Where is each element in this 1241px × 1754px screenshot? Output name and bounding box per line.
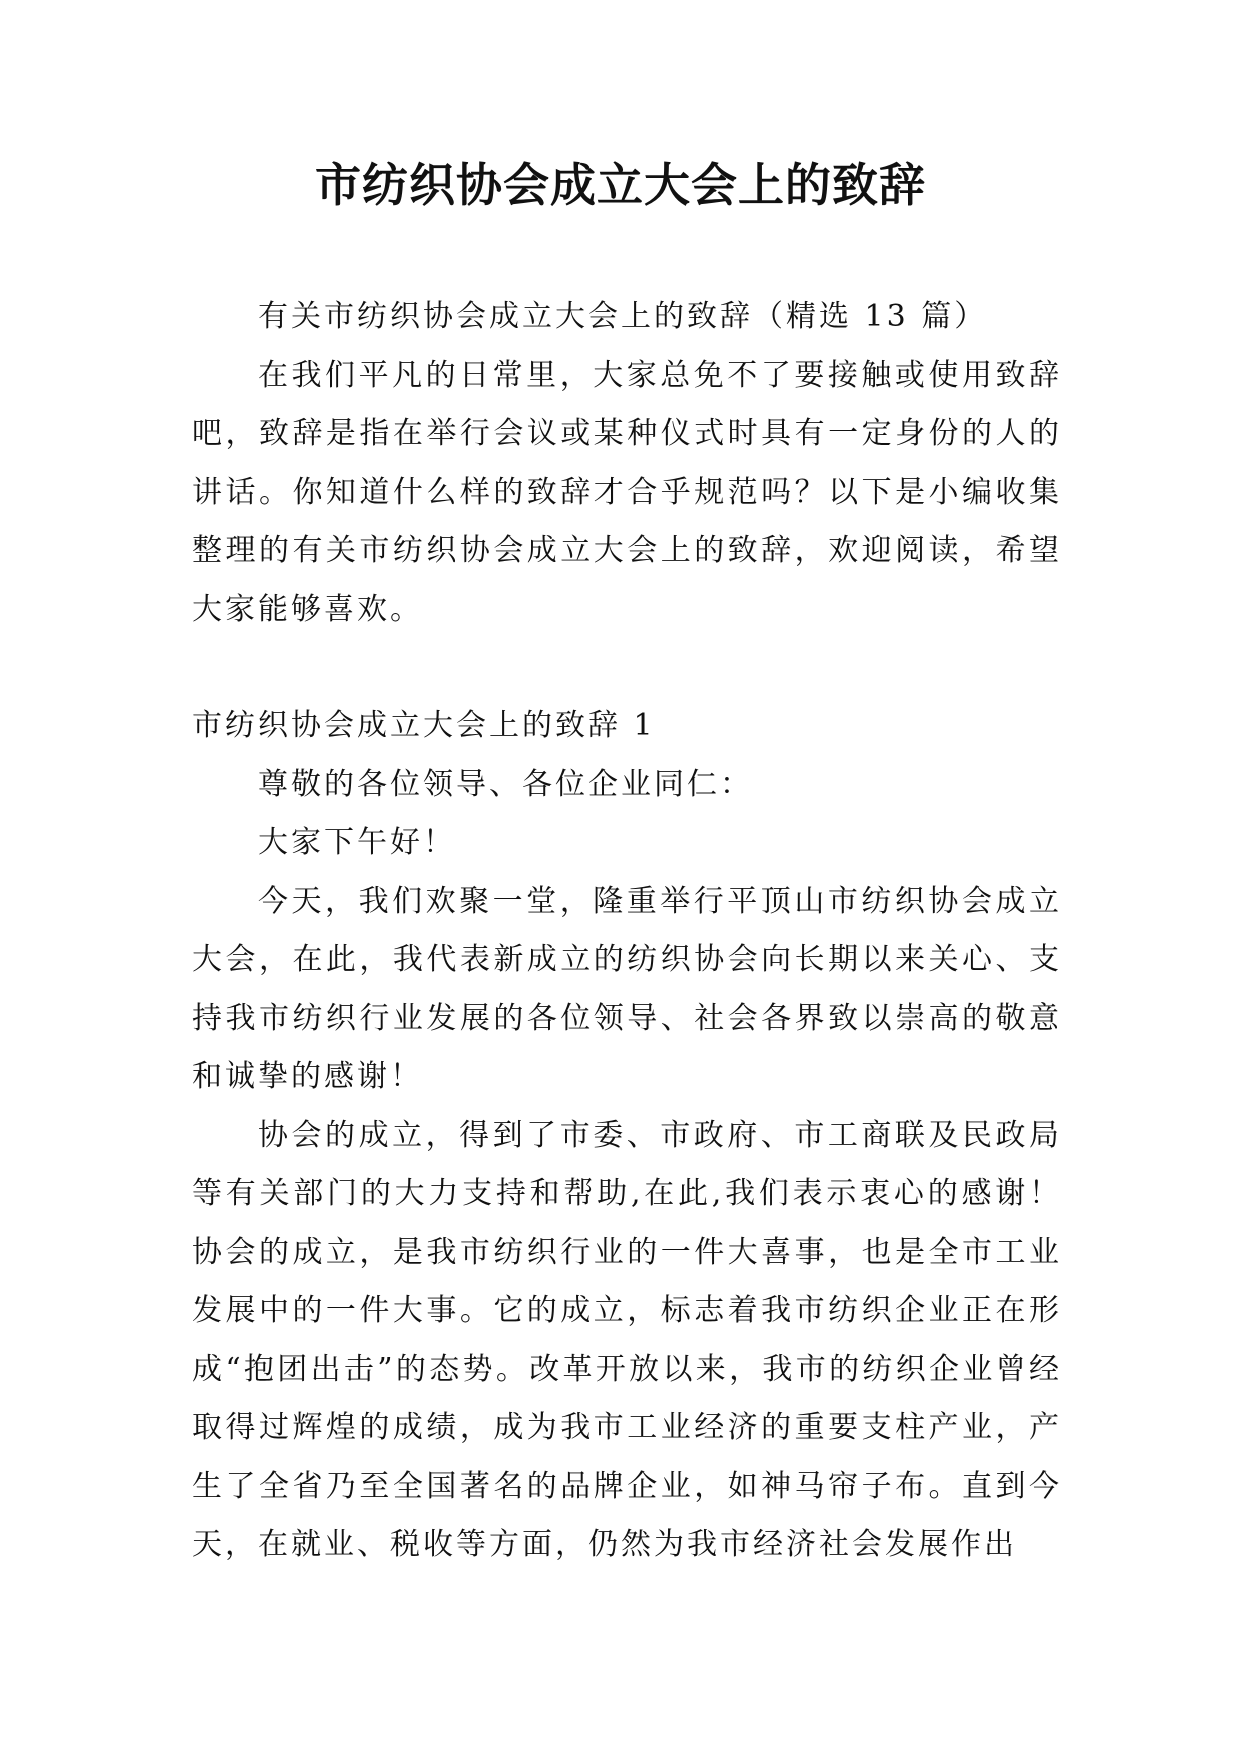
document-title: 市纺织协会成立大会上的致辞	[315, 158, 926, 212]
greeting: 大家下午好！	[258, 825, 456, 860]
section-heading: 市纺织协会成立大会上的致辞 1	[192, 708, 656, 743]
document-body	[192, 288, 1062, 1575]
body-paragraph-2: 协会的成立，得到了市委、市政府、市工商联及民政局等有关部门的大力支持和帮助,在此,我们表示衷心的感谢！协会的成立，是我市纺织行业的一件大喜事，也是全市工业发展中的一件大事。它的成立，标志着我市纺织企业正在形成“抱团出击”的态势。改革开放以来，我市的纺织企业曾经取得过辉煌的成绩，成为我市工业经济的重要支柱产业，产生了全省乃至全国著名的品牌企业，如神马帘子布。直到今天，在就业、税收等方面，仍然为我市经济社会发展作出	[192, 1117, 1062, 1562]
salutation: 尊敬的各位领导、各位企业同仁：	[258, 766, 753, 802]
intro-line: 有关市纺织协会成立大会上的致辞（精选 13 篇）	[258, 299, 988, 334]
body-paragraph-1: 今天，我们欢聚一堂，隆重举行平顶山市纺织协会成立大会，在此，我代表新成立的纺织协会向长期以来关心、支持我市纺织行业发展的各位领导、社会各界致以崇高的敬意和诚挚的感谢！	[192, 883, 1062, 1094]
intro-paragraph: 在我们平凡的日常里，大家总免不了要接触或使用致辞吧，致辞是指在举行会议或某种仪式时具有一定身份的人的讲话。你知道什么样的致辞才合乎规范吗？以下是小编收集整理的有关市纺织协会成立大会上的致辞，欢迎阅读，希望大家能够喜欢。	[192, 357, 1062, 627]
